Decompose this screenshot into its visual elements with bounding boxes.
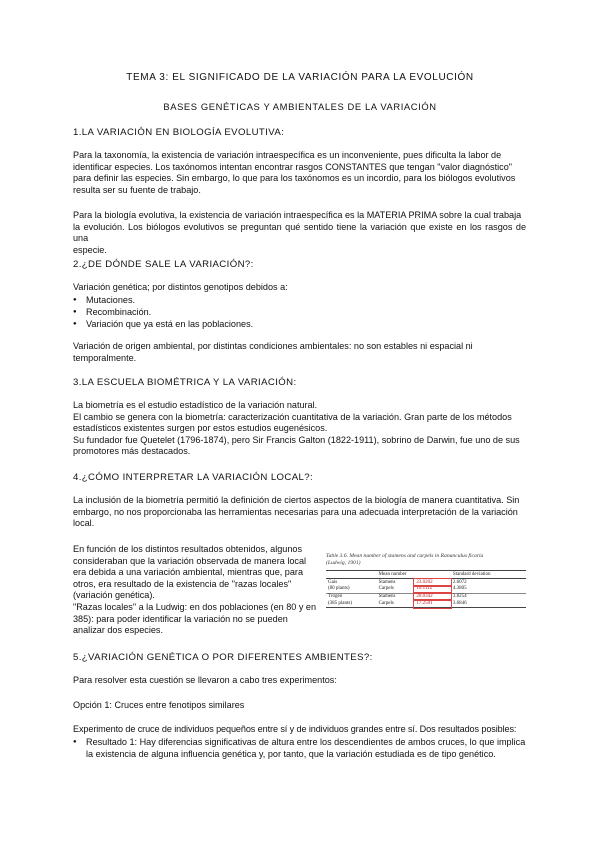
- text-line: promotores más destacados.: [73, 446, 191, 457]
- table-row: [326, 600, 526, 607]
- table-cell: (80 plants): [328, 586, 350, 592]
- section-4-paragraph-1: [73, 495, 526, 530]
- section-2-intro: Variación genética; por distintos genotipos debidos a:: [73, 282, 288, 292]
- text-line: ● Resultado 1: Hay diferencias significativas de altura entre los descendientes de ambos cruces, lo que implica: [86, 737, 526, 747]
- text-line: resulta ser su fuente de trabajo.: [73, 184, 201, 195]
- table-row: [326, 579, 526, 586]
- text-line: En función de los distintos resultados obtenidos, algunos: [73, 544, 303, 554]
- table-row: [326, 593, 526, 600]
- text-line: era debida a una variación ambiental, mientras que, para: [73, 567, 304, 578]
- page-subtitle: BASES GENÉTICAS Y AMBIENTALES DE LA VARIACIÓN: [163, 101, 437, 112]
- table-cell: 3.6846: [452, 600, 467, 606]
- section-1-heading: 1.LA VARIACIÓN EN BIOLOGÍA EVOLUTIVA:: [73, 127, 285, 138]
- table-cell: Stamens: [377, 579, 415, 586]
- text-line: embargo, no nos proporcionaba las herramientas necesarias para una adecuada interpretación de la variación: [73, 506, 518, 517]
- text-line: La biometría es el estudio estadístico de la variación natural.: [73, 400, 318, 410]
- text-line: especie.: [73, 244, 107, 255]
- section-4-heading: 4.¿CÓMO INTERPRETAR LA VARIACIÓN LOCAL?:: [73, 472, 314, 483]
- section-5-option-1: Opción 1: Cruces entre fenotipos similares: [73, 700, 245, 710]
- text-line: Su fundador fue Quetelet (1796-1874), pero Sir Francis Galton (1822-1911), sobrino de Darwin, fue uno de sus: [73, 434, 520, 445]
- stamen-carpel-table: [326, 570, 526, 608]
- table-cell: 2.6072: [451, 579, 526, 586]
- section-1-paragraph-2: [73, 210, 526, 256]
- caption-line: (Ludwig, 1901): [326, 560, 361, 566]
- section-5-intro: Para resolver esta cuestión se llevaron a cabo tres experimentos:: [73, 675, 337, 685]
- table-cell-highlighted: 20.0342: [414, 593, 451, 600]
- table-cell: Trogen: [326, 593, 377, 600]
- table-cell: Stamens: [377, 593, 415, 600]
- section-2-heading: 2.¿DE DÓNDE SALE LA VARIACIÓN?:: [73, 259, 254, 270]
- table-cell: Gais: [326, 579, 377, 586]
- text-line: El cambio se genera con la biometría: caracterización cuantitativa de la variación. Gran parte de los métodos: [73, 411, 512, 422]
- page-title: TEMA 3: EL SIGNIFICADO DE LA VARIACIÓN PARA LA EVOLUCIÓN: [126, 72, 474, 83]
- text-line: Para la biología evolutiva, la existencia de variación intraespecífica es la MATERIA PRIMA sobre la cual trabaja: [73, 210, 522, 220]
- list-item: ● Recombinación.: [73, 306, 253, 318]
- table-header-sd: Standard deviation: [451, 571, 526, 579]
- text-line: temporalmente.: [73, 352, 137, 363]
- table-cell: Carpels: [378, 600, 394, 606]
- results-list: [73, 736, 526, 760]
- text-line: Para la taxonomía, la existencia de variación intraespecífica es un inconveniente, pues dificulta la labor de: [73, 150, 502, 160]
- table-row: [326, 586, 526, 593]
- section-1-paragraph-1: [73, 150, 526, 196]
- section-3-heading: 3.LA ESCUELA BIOMÉTRICA Y LA VARIACIÓN:: [73, 377, 297, 388]
- table-cell-highlighted: 17.2501: [414, 600, 451, 607]
- section-3-paragraph: [73, 400, 526, 458]
- ludwig-table-figure: [326, 553, 526, 633]
- table-cell: 3.8254: [451, 593, 526, 600]
- text-line: estadísticos existentes surgen por estos estudios eugenésicos.: [73, 423, 328, 434]
- text-line: Variación de origen ambiental, por distintas condiciones ambientales: no son estables ni espacial ni: [73, 341, 473, 351]
- text-line: "Razas locales" a la Ludwig: en dos poblaciones (en 80 y en: [73, 601, 317, 612]
- list-item: ● Variación que ya está en las poblaciones.: [73, 318, 253, 330]
- table-cell: Carpels: [378, 586, 394, 592]
- table-cell: (385 plants): [328, 600, 353, 606]
- text-line: (variación genética).: [73, 590, 155, 601]
- section-5-experiment: Experimento de cruce de individuos pequeños entre sí y de individuos grandes entre sí. Dos resultados posibles:: [73, 724, 517, 734]
- text-line: consideraban que la variación observada de manera local: [73, 555, 307, 566]
- section-5-heading: 5.¿VARIACIÓN GENÉTICA O POR DIFERENTES AMBIENTES?:: [73, 652, 373, 663]
- text-line: la evolución. Los biólogos evolutivos se preguntan qué sentido tiene la variación que existe en los rasgos de una: [73, 221, 526, 244]
- text-line: otros, era resultado de la existencia de "razas locales": [73, 578, 292, 589]
- table-cell-highlighted: 23.0202: [414, 579, 451, 586]
- text-line: identificar especies. Los taxónomos intentan encontrar rasgos CONSTANTES que tengan "valor diagnóstico": [73, 161, 512, 172]
- text-line: la existencia de alguna influencia genética y, por tanto, que la variación estudiada es de tipo genético.: [86, 749, 496, 759]
- caption-line: Table 3.6. Mean number of stamens and carpels in Ranunculus ficaria: [326, 553, 484, 559]
- section-2-paragraph: [73, 341, 526, 364]
- table-cell-highlighted: 10.1112: [414, 586, 451, 593]
- list-item: ● Mutaciones.: [73, 294, 253, 306]
- figure-caption: [326, 553, 526, 567]
- text-line: para definir las especies. Sin embargo, lo que para los taxónomos es un incordio, para los biólogos evolutivos: [73, 173, 516, 184]
- text-line: analizar dos especies.: [73, 625, 163, 636]
- text-line: 385): para poder identificar la variación no se pueden: [73, 613, 288, 624]
- list-item: [73, 736, 526, 760]
- text-line: local.: [73, 518, 95, 529]
- section-4-paragraph-2: [73, 544, 317, 637]
- table-cell: 4.3805: [452, 586, 467, 592]
- text-line: La inclusión de la biometría permitió la definición de ciertos aspectos de la biología de manera cuantitativa. Sin: [73, 495, 520, 505]
- variation-sources-list: [73, 294, 253, 330]
- table-header-mean: Mean number: [377, 571, 451, 579]
- table-header-empty: [326, 571, 377, 579]
